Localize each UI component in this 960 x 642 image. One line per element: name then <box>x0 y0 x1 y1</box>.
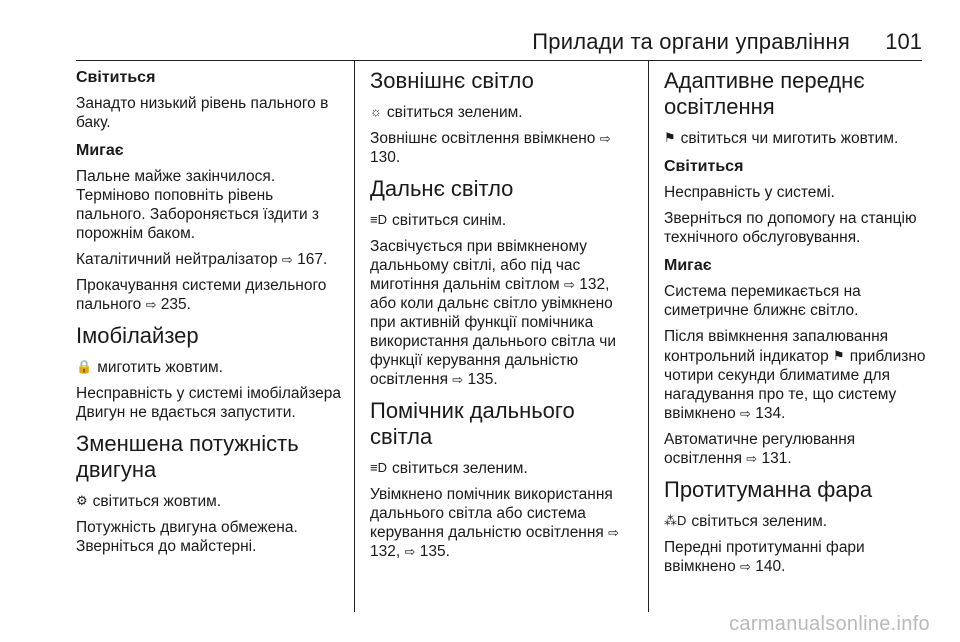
status-line <box>664 128 930 148</box>
paragraph <box>370 485 632 561</box>
reference-arrow-icon: ⇨ <box>740 406 751 421</box>
paragraph: Потужність двигуна обмежена. Зверніться до майстерні. <box>76 519 298 555</box>
page-reference-link[interactable]: 132, <box>579 276 610 293</box>
reference-arrow-icon: ⇨ <box>608 525 620 540</box>
status-line <box>664 511 930 531</box>
paragraph: Несправність у системі. <box>664 184 835 201</box>
status-line <box>370 102 632 122</box>
page-reference-link[interactable]: 135. <box>467 371 498 388</box>
reference-arrow-icon: ⇨ <box>145 297 157 312</box>
fog-light-icon: ⁂D <box>664 513 687 528</box>
section-title: Адаптивне переднє освітлення <box>664 68 865 119</box>
paragraph: Пальне майже закінчилося. Терміново поповніть рівень пального. Забороняється їздити з порожнім баком. <box>76 168 320 242</box>
reference-arrow-icon: ⇨ <box>404 544 416 559</box>
section-title: Дальнє світло <box>370 176 514 201</box>
section-heading: Світиться <box>76 69 156 86</box>
section-heading: Мигає <box>664 257 712 274</box>
paragraph: Несправність у системі імобілайзера Двигун не вдається запустити. <box>76 385 341 421</box>
paragraph-text: Зовнішнє освітлення ввімкнено <box>370 130 596 147</box>
afl-icon: ⚑ <box>833 348 845 363</box>
paragraph <box>664 430 930 468</box>
paragraph-text: Передні протитуманні фари ввімкнено <box>664 539 865 575</box>
watermark: carmanualsonline.info <box>729 613 930 635</box>
paragraph <box>664 327 930 423</box>
section-title: Імобілайзер <box>76 323 199 348</box>
section-title: Протитуманна фара <box>664 477 873 502</box>
reference-arrow-icon: ⇨ <box>281 252 293 267</box>
section-title: Помічник дальнього світла <box>370 398 575 449</box>
section-title: Зменшена потужність двигуна <box>76 431 299 482</box>
status-line <box>76 357 346 377</box>
column-left <box>76 60 346 611</box>
paragraph: Система перемикається на симетричне ближнє світло. <box>664 283 861 319</box>
status-line <box>370 210 632 230</box>
page-reference-link[interactable]: 135. <box>419 543 450 560</box>
paragraph-text: Після ввімкнення запалювання контрольний індикатор <box>664 328 889 365</box>
page-reference-link[interactable]: 132, <box>370 543 401 560</box>
reference-arrow-icon: ⇨ <box>740 559 751 574</box>
status-text: світиться зеленим. <box>386 104 523 121</box>
column-middle <box>370 60 632 611</box>
beam-assist-icon: ≡D <box>370 460 387 475</box>
paragraph-text: Автоматичне регулювання освітлення <box>664 431 856 467</box>
paragraph: Занадто низький рівень пального в баку. <box>76 95 329 131</box>
status-text: світиться зеленим. <box>691 513 828 530</box>
section-heading: Світиться <box>664 158 744 175</box>
page-reference-link[interactable]: 140. <box>755 558 786 575</box>
status-text: світиться чи миготить жовтим. <box>680 130 899 147</box>
page-reference-link[interactable]: 130. <box>370 149 401 166</box>
paragraph <box>76 250 346 269</box>
section-heading: Мигає <box>76 142 124 159</box>
paragraph-text: приблизно чотири секунди блиматиме для нагадування про те, що систему ввімкнено <box>664 348 926 422</box>
reference-arrow-icon: ⇨ <box>746 451 758 466</box>
paragraph <box>370 237 632 389</box>
immobilizer-icon: 🔒 <box>76 359 93 374</box>
paragraph <box>370 129 632 167</box>
column-divider <box>648 60 649 612</box>
page-number: 101 <box>885 29 922 54</box>
status-text: світиться синім. <box>391 212 507 229</box>
page-reference-link[interactable]: 131. <box>761 450 792 467</box>
paragraph <box>76 276 346 314</box>
reduced-power-icon: ⚙ <box>76 493 88 508</box>
page-reference-link[interactable]: 167. <box>297 251 328 268</box>
afl-icon: ⚑ <box>664 130 676 145</box>
reference-arrow-icon: ⇨ <box>452 372 464 387</box>
exterior-lights-icon: ☼ <box>370 104 382 119</box>
page-title: Прилади та органи управління <box>532 29 850 54</box>
column-right <box>664 60 930 611</box>
paragraph-text: або коли дальнє світло увімкнено при активній функції помічника використання дальнього світла чи функції керування дальністю освітлення <box>370 295 617 388</box>
status-line <box>370 458 632 478</box>
status-text: світиться жовтим. <box>92 493 222 510</box>
paragraph: Зверніться по допомогу на станцію технічного обслуговування. <box>664 210 917 246</box>
paragraph-text: Засвічується при ввімкненому дальньому світлі, або під час миготіння дальнім світлом <box>370 238 588 293</box>
reference-arrow-icon: ⇨ <box>599 131 611 146</box>
status-text: світиться зеленим. <box>391 460 528 477</box>
section-title: Зовнішнє світло <box>370 68 534 93</box>
paragraph-text: Прокачування системи дизельного пального <box>76 277 327 313</box>
column-divider <box>354 60 355 612</box>
paragraph <box>664 538 930 576</box>
paragraph-text: Увімкнено помічник використання дальнього світла або система керування дальністю освітлення <box>370 486 613 541</box>
reference-arrow-icon: ⇨ <box>564 277 575 292</box>
paragraph-text: Каталітичний нейтралізатор <box>76 251 278 268</box>
high-beam-icon: ≡D <box>370 212 387 227</box>
page-header <box>0 0 960 62</box>
page-reference-link[interactable]: 134. <box>755 405 786 422</box>
status-line <box>76 491 346 511</box>
status-text: миготить жовтим. <box>97 359 223 376</box>
page-reference-link[interactable]: 235. <box>160 296 191 313</box>
